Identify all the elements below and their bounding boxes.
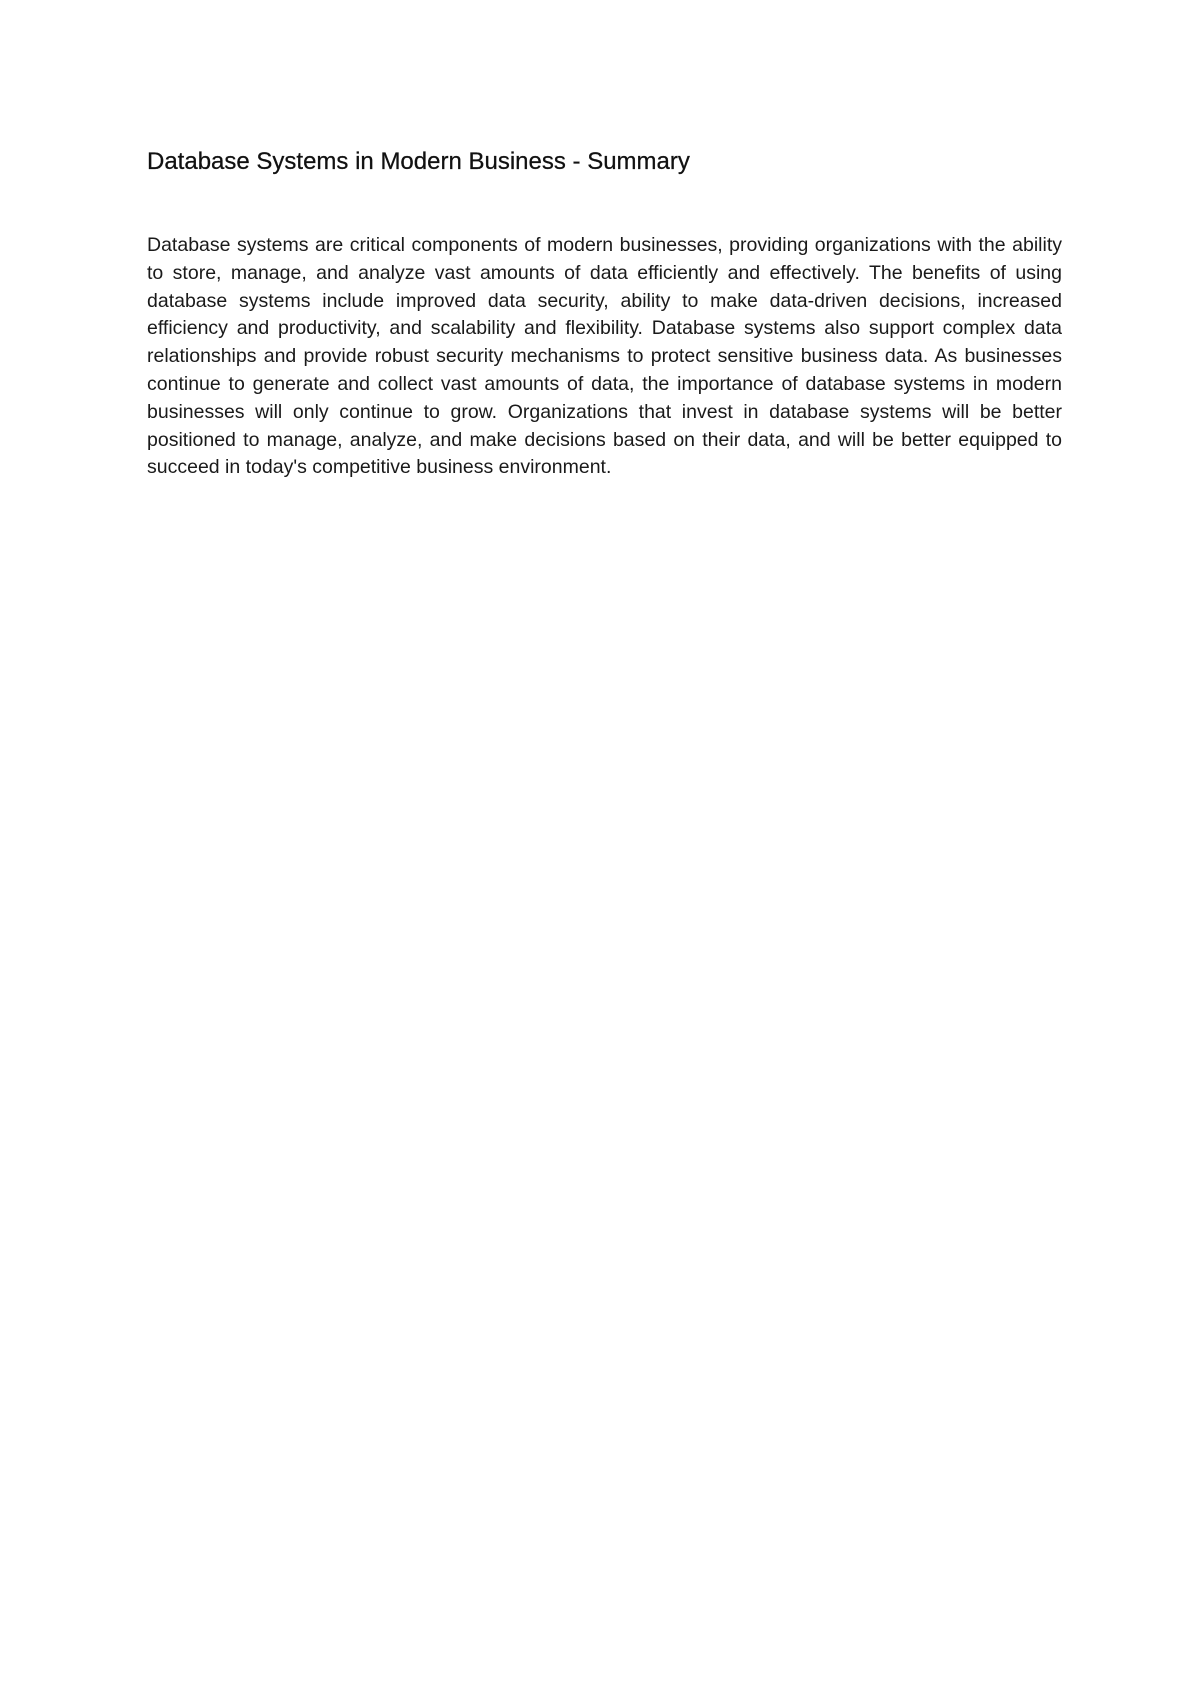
document-content (147, 146, 1062, 482)
summary-paragraph: Database systems are critical components of modern businesses, providing organizations with the ability to store, manage, and analyze vast amounts of data efficiently and effectively. The benefits of using database systems include improved data security, ability to make data-driven decisions, increased efficiency and productivity, and scalability and flexibility. Database systems also support complex data relationships and provide robust security mechanisms to protect sensitive business data. As businesses continue to generate and collect vast amounts of data, the importance of database systems in modern businesses will only continue to grow. Organizations that invest in database systems will be better positioned to manage, analyze, and make decisions based on their data, and will be better equipped to succeed in today's competitive business environment. (147, 234, 1062, 479)
document-title: Database Systems in Modern Business - Summary (147, 148, 690, 175)
